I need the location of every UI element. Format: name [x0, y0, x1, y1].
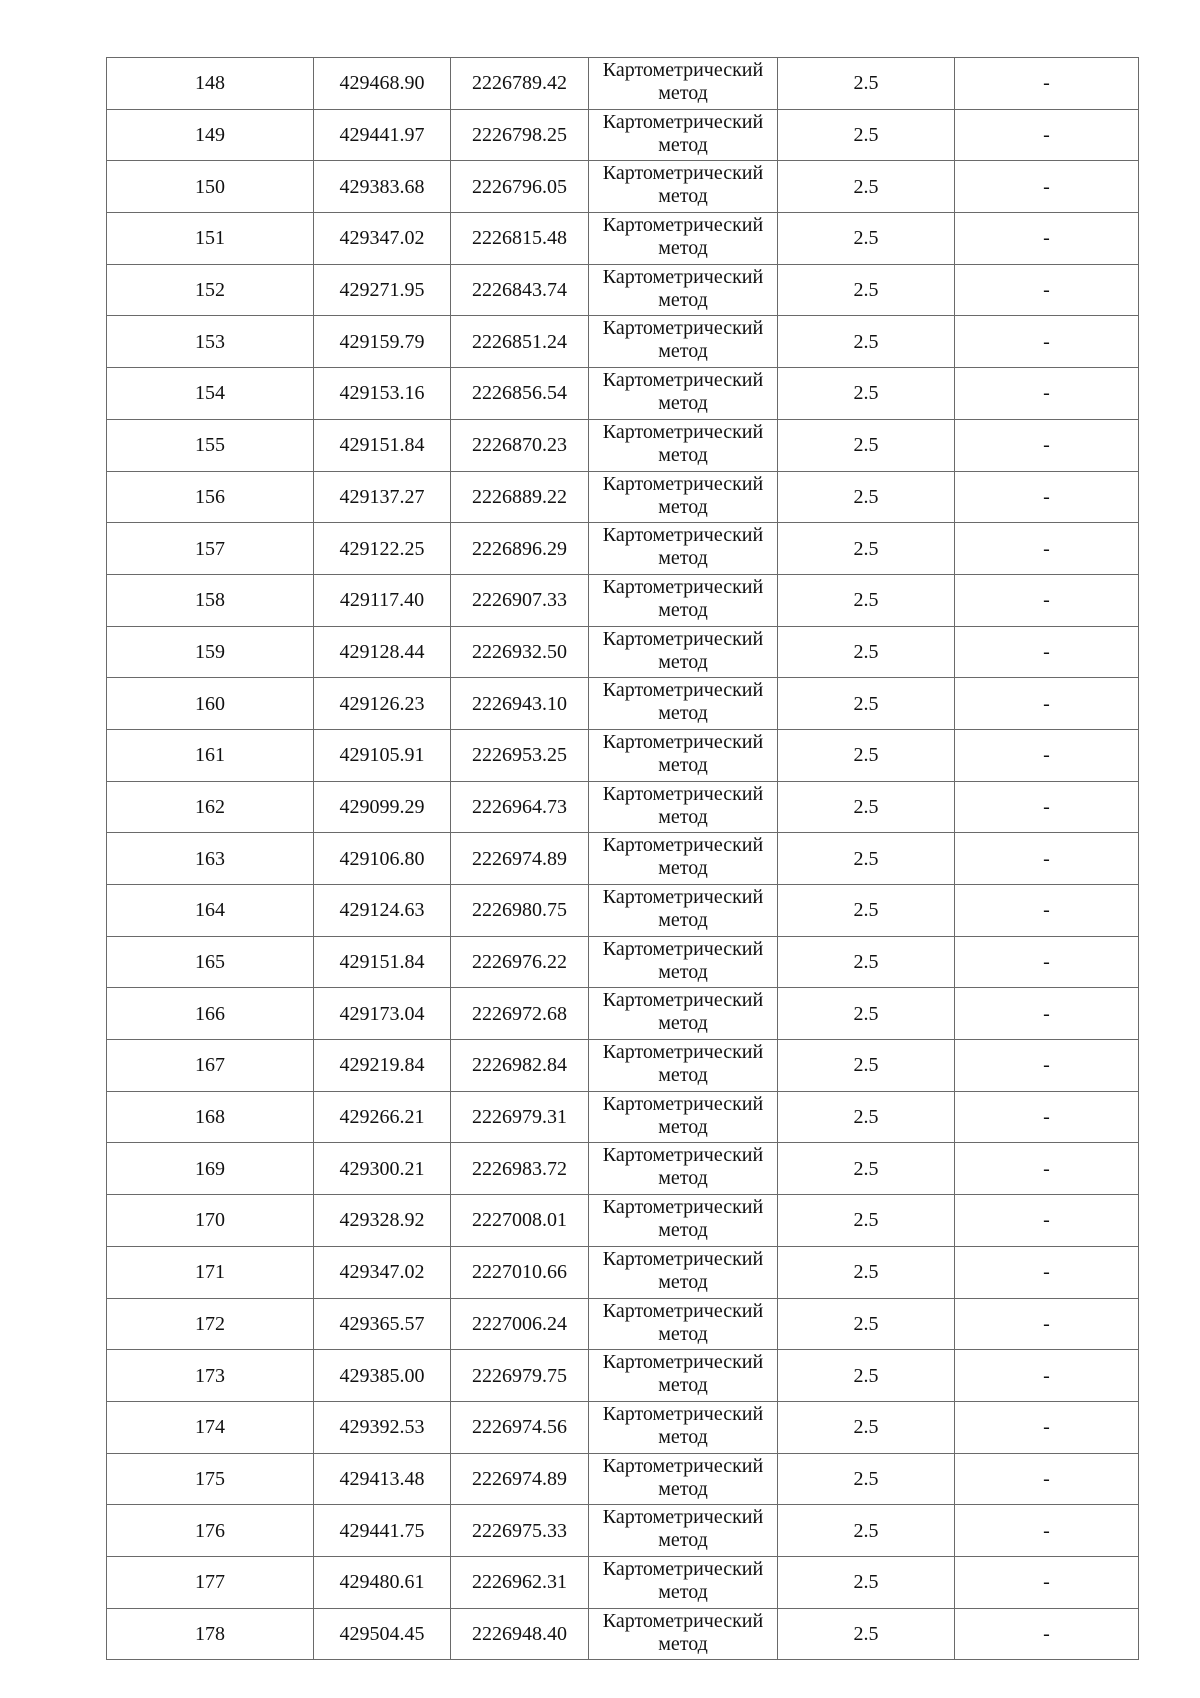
method-cell: Картометрический метод — [589, 471, 778, 523]
y-coordinate-cell: 2226843.74 — [451, 264, 589, 316]
point-number-cell: 149 — [107, 109, 314, 161]
method-cell: Картометрический метод — [589, 1350, 778, 1402]
table-row — [107, 316, 1139, 368]
accuracy-cell: 2.5 — [778, 1556, 955, 1608]
method-cell: Картометрический метод — [589, 936, 778, 988]
accuracy-cell: 2.5 — [778, 1298, 955, 1350]
note-cell: - — [955, 781, 1139, 833]
accuracy-cell: 2.5 — [778, 729, 955, 781]
coordinates-table — [106, 57, 1139, 1660]
x-coordinate-cell: 429128.44 — [314, 626, 451, 678]
point-number-cell: 148 — [107, 58, 314, 110]
x-coordinate-cell: 429347.02 — [314, 1246, 451, 1298]
method-cell: Картометрический метод — [589, 109, 778, 161]
x-coordinate-cell: 429106.80 — [314, 833, 451, 885]
method-cell: Картометрический метод — [589, 419, 778, 471]
y-coordinate-cell: 2227006.24 — [451, 1298, 589, 1350]
y-coordinate-cell: 2226980.75 — [451, 885, 589, 937]
point-number-cell: 150 — [107, 161, 314, 213]
point-number-cell: 154 — [107, 368, 314, 420]
accuracy-cell: 2.5 — [778, 1350, 955, 1402]
x-coordinate-cell: 429117.40 — [314, 574, 451, 626]
y-coordinate-cell: 2226974.56 — [451, 1401, 589, 1453]
note-cell: - — [955, 574, 1139, 626]
y-coordinate-cell: 2226972.68 — [451, 988, 589, 1040]
table-row — [107, 1350, 1139, 1402]
y-coordinate-cell: 2226974.89 — [451, 833, 589, 885]
x-coordinate-cell: 429441.75 — [314, 1505, 451, 1557]
table-row — [107, 419, 1139, 471]
point-number-cell: 155 — [107, 419, 314, 471]
x-coordinate-cell: 429271.95 — [314, 264, 451, 316]
point-number-cell: 153 — [107, 316, 314, 368]
x-coordinate-cell: 429153.16 — [314, 368, 451, 420]
y-coordinate-cell: 2226932.50 — [451, 626, 589, 678]
table-row — [107, 1143, 1139, 1195]
table-row — [107, 368, 1139, 420]
method-cell: Картометрический метод — [589, 885, 778, 937]
point-number-cell: 157 — [107, 523, 314, 575]
method-cell: Картометрический метод — [589, 781, 778, 833]
y-coordinate-cell: 2226953.25 — [451, 729, 589, 781]
point-number-cell: 163 — [107, 833, 314, 885]
x-coordinate-cell: 429219.84 — [314, 1040, 451, 1092]
y-coordinate-cell: 2226979.75 — [451, 1350, 589, 1402]
note-cell: - — [955, 213, 1139, 265]
method-cell: Картометрический метод — [589, 264, 778, 316]
table-row — [107, 1608, 1139, 1660]
note-cell: - — [955, 419, 1139, 471]
y-coordinate-cell: 2226907.33 — [451, 574, 589, 626]
table-row — [107, 523, 1139, 575]
note-cell: - — [955, 729, 1139, 781]
x-coordinate-cell: 429383.68 — [314, 161, 451, 213]
note-cell: - — [955, 1556, 1139, 1608]
note-cell: - — [955, 678, 1139, 730]
table-row — [107, 161, 1139, 213]
x-coordinate-cell: 429347.02 — [314, 213, 451, 265]
point-number-cell: 165 — [107, 936, 314, 988]
method-cell: Картометрический метод — [589, 1298, 778, 1350]
table-row — [107, 678, 1139, 730]
x-coordinate-cell: 429441.97 — [314, 109, 451, 161]
accuracy-cell: 2.5 — [778, 1195, 955, 1247]
point-number-cell: 174 — [107, 1401, 314, 1453]
accuracy-cell: 2.5 — [778, 109, 955, 161]
y-coordinate-cell: 2226851.24 — [451, 316, 589, 368]
y-coordinate-cell: 2226856.54 — [451, 368, 589, 420]
method-cell: Картометрический метод — [589, 833, 778, 885]
point-number-cell: 160 — [107, 678, 314, 730]
table-row — [107, 1091, 1139, 1143]
accuracy-cell: 2.5 — [778, 626, 955, 678]
accuracy-cell: 2.5 — [778, 161, 955, 213]
accuracy-cell: 2.5 — [778, 1143, 955, 1195]
table-row — [107, 574, 1139, 626]
note-cell: - — [955, 1195, 1139, 1247]
x-coordinate-cell: 429126.23 — [314, 678, 451, 730]
coordinates-table-body — [107, 58, 1139, 1660]
method-cell: Картометрический метод — [589, 368, 778, 420]
method-cell: Картометрический метод — [589, 1143, 778, 1195]
table-row — [107, 833, 1139, 885]
point-number-cell: 166 — [107, 988, 314, 1040]
x-coordinate-cell: 429151.84 — [314, 936, 451, 988]
accuracy-cell: 2.5 — [778, 1505, 955, 1557]
accuracy-cell: 2.5 — [778, 574, 955, 626]
note-cell: - — [955, 368, 1139, 420]
note-cell: - — [955, 1298, 1139, 1350]
table-row — [107, 988, 1139, 1040]
point-number-cell: 158 — [107, 574, 314, 626]
accuracy-cell: 2.5 — [778, 885, 955, 937]
y-coordinate-cell: 2226976.22 — [451, 936, 589, 988]
x-coordinate-cell: 429124.63 — [314, 885, 451, 937]
method-cell: Картометрический метод — [589, 988, 778, 1040]
method-cell: Картометрический метод — [589, 626, 778, 678]
method-cell: Картометрический метод — [589, 1556, 778, 1608]
point-number-cell: 151 — [107, 213, 314, 265]
note-cell: - — [955, 161, 1139, 213]
table-row — [107, 1453, 1139, 1505]
method-cell: Картометрический метод — [589, 1195, 778, 1247]
table-row — [107, 885, 1139, 937]
method-cell: Картометрический метод — [589, 1091, 778, 1143]
x-coordinate-cell: 429266.21 — [314, 1091, 451, 1143]
accuracy-cell: 2.5 — [778, 316, 955, 368]
point-number-cell: 170 — [107, 1195, 314, 1247]
y-coordinate-cell: 2226870.23 — [451, 419, 589, 471]
point-number-cell: 173 — [107, 1350, 314, 1402]
point-number-cell: 169 — [107, 1143, 314, 1195]
y-coordinate-cell: 2226964.73 — [451, 781, 589, 833]
y-coordinate-cell: 2226815.48 — [451, 213, 589, 265]
accuracy-cell: 2.5 — [778, 419, 955, 471]
y-coordinate-cell: 2227010.66 — [451, 1246, 589, 1298]
table-row — [107, 1195, 1139, 1247]
x-coordinate-cell: 429480.61 — [314, 1556, 451, 1608]
note-cell: - — [955, 1246, 1139, 1298]
x-coordinate-cell: 429392.53 — [314, 1401, 451, 1453]
y-coordinate-cell: 2226962.31 — [451, 1556, 589, 1608]
table-row — [107, 471, 1139, 523]
x-coordinate-cell: 429413.48 — [314, 1453, 451, 1505]
accuracy-cell: 2.5 — [778, 678, 955, 730]
table-row — [107, 109, 1139, 161]
accuracy-cell: 2.5 — [778, 58, 955, 110]
accuracy-cell: 2.5 — [778, 988, 955, 1040]
point-number-cell: 171 — [107, 1246, 314, 1298]
accuracy-cell: 2.5 — [778, 833, 955, 885]
table-row — [107, 1246, 1139, 1298]
method-cell: Картометрический метод — [589, 678, 778, 730]
note-cell: - — [955, 523, 1139, 575]
method-cell: Картометрический метод — [589, 213, 778, 265]
note-cell: - — [955, 109, 1139, 161]
point-number-cell: 159 — [107, 626, 314, 678]
method-cell: Картометрический метод — [589, 523, 778, 575]
y-coordinate-cell: 2226979.31 — [451, 1091, 589, 1143]
note-cell: - — [955, 1505, 1139, 1557]
point-number-cell: 172 — [107, 1298, 314, 1350]
note-cell: - — [955, 833, 1139, 885]
accuracy-cell: 2.5 — [778, 1246, 955, 1298]
point-number-cell: 178 — [107, 1608, 314, 1660]
accuracy-cell: 2.5 — [778, 936, 955, 988]
accuracy-cell: 2.5 — [778, 1091, 955, 1143]
point-number-cell: 161 — [107, 729, 314, 781]
note-cell: - — [955, 1608, 1139, 1660]
method-cell: Картометрический метод — [589, 1608, 778, 1660]
accuracy-cell: 2.5 — [778, 368, 955, 420]
y-coordinate-cell: 2226943.10 — [451, 678, 589, 730]
x-coordinate-cell: 429328.92 — [314, 1195, 451, 1247]
method-cell: Картометрический метод — [589, 316, 778, 368]
note-cell: - — [955, 264, 1139, 316]
x-coordinate-cell: 429468.90 — [314, 58, 451, 110]
y-coordinate-cell: 2226982.84 — [451, 1040, 589, 1092]
table-row — [107, 729, 1139, 781]
method-cell: Картометрический метод — [589, 1453, 778, 1505]
note-cell: - — [955, 1453, 1139, 1505]
point-number-cell: 162 — [107, 781, 314, 833]
accuracy-cell: 2.5 — [778, 264, 955, 316]
y-coordinate-cell: 2226948.40 — [451, 1608, 589, 1660]
accuracy-cell: 2.5 — [778, 523, 955, 575]
method-cell: Картометрический метод — [589, 58, 778, 110]
x-coordinate-cell: 429105.91 — [314, 729, 451, 781]
note-cell: - — [955, 1143, 1139, 1195]
y-coordinate-cell: 2226975.33 — [451, 1505, 589, 1557]
table-row — [107, 1505, 1139, 1557]
point-number-cell: 168 — [107, 1091, 314, 1143]
x-coordinate-cell: 429385.00 — [314, 1350, 451, 1402]
x-coordinate-cell: 429099.29 — [314, 781, 451, 833]
x-coordinate-cell: 429151.84 — [314, 419, 451, 471]
method-cell: Картометрический метод — [589, 1040, 778, 1092]
method-cell: Картометрический метод — [589, 1401, 778, 1453]
note-cell: - — [955, 1350, 1139, 1402]
table-row — [107, 264, 1139, 316]
method-cell: Картометрический метод — [589, 729, 778, 781]
table-row — [107, 1401, 1139, 1453]
table-row — [107, 58, 1139, 110]
x-coordinate-cell: 429173.04 — [314, 988, 451, 1040]
table-row — [107, 1556, 1139, 1608]
table-row — [107, 936, 1139, 988]
method-cell: Картометрический метод — [589, 161, 778, 213]
note-cell: - — [955, 1091, 1139, 1143]
point-number-cell: 176 — [107, 1505, 314, 1557]
note-cell: - — [955, 885, 1139, 937]
point-number-cell: 177 — [107, 1556, 314, 1608]
note-cell: - — [955, 936, 1139, 988]
point-number-cell: 164 — [107, 885, 314, 937]
y-coordinate-cell: 2226798.25 — [451, 109, 589, 161]
note-cell: - — [955, 1401, 1139, 1453]
y-coordinate-cell: 2226796.05 — [451, 161, 589, 213]
point-number-cell: 167 — [107, 1040, 314, 1092]
table-row — [107, 1298, 1139, 1350]
method-cell: Картометрический метод — [589, 574, 778, 626]
table-row — [107, 213, 1139, 265]
note-cell: - — [955, 626, 1139, 678]
accuracy-cell: 2.5 — [778, 1040, 955, 1092]
accuracy-cell: 2.5 — [778, 471, 955, 523]
point-number-cell: 152 — [107, 264, 314, 316]
note-cell: - — [955, 58, 1139, 110]
x-coordinate-cell: 429122.25 — [314, 523, 451, 575]
note-cell: - — [955, 988, 1139, 1040]
point-number-cell: 175 — [107, 1453, 314, 1505]
point-number-cell: 156 — [107, 471, 314, 523]
note-cell: - — [955, 316, 1139, 368]
table-row — [107, 781, 1139, 833]
x-coordinate-cell: 429365.57 — [314, 1298, 451, 1350]
y-coordinate-cell: 2226896.29 — [451, 523, 589, 575]
y-coordinate-cell: 2226983.72 — [451, 1143, 589, 1195]
accuracy-cell: 2.5 — [778, 1401, 955, 1453]
method-cell: Картометрический метод — [589, 1246, 778, 1298]
x-coordinate-cell: 429159.79 — [314, 316, 451, 368]
accuracy-cell: 2.5 — [778, 213, 955, 265]
accuracy-cell: 2.5 — [778, 781, 955, 833]
x-coordinate-cell: 429504.45 — [314, 1608, 451, 1660]
y-coordinate-cell: 2226789.42 — [451, 58, 589, 110]
note-cell: - — [955, 1040, 1139, 1092]
note-cell: - — [955, 471, 1139, 523]
x-coordinate-cell: 429300.21 — [314, 1143, 451, 1195]
y-coordinate-cell: 2227008.01 — [451, 1195, 589, 1247]
table-row — [107, 1040, 1139, 1092]
y-coordinate-cell: 2226974.89 — [451, 1453, 589, 1505]
accuracy-cell: 2.5 — [778, 1608, 955, 1660]
y-coordinate-cell: 2226889.22 — [451, 471, 589, 523]
accuracy-cell: 2.5 — [778, 1453, 955, 1505]
method-cell: Картометрический метод — [589, 1505, 778, 1557]
table-row — [107, 626, 1139, 678]
x-coordinate-cell: 429137.27 — [314, 471, 451, 523]
